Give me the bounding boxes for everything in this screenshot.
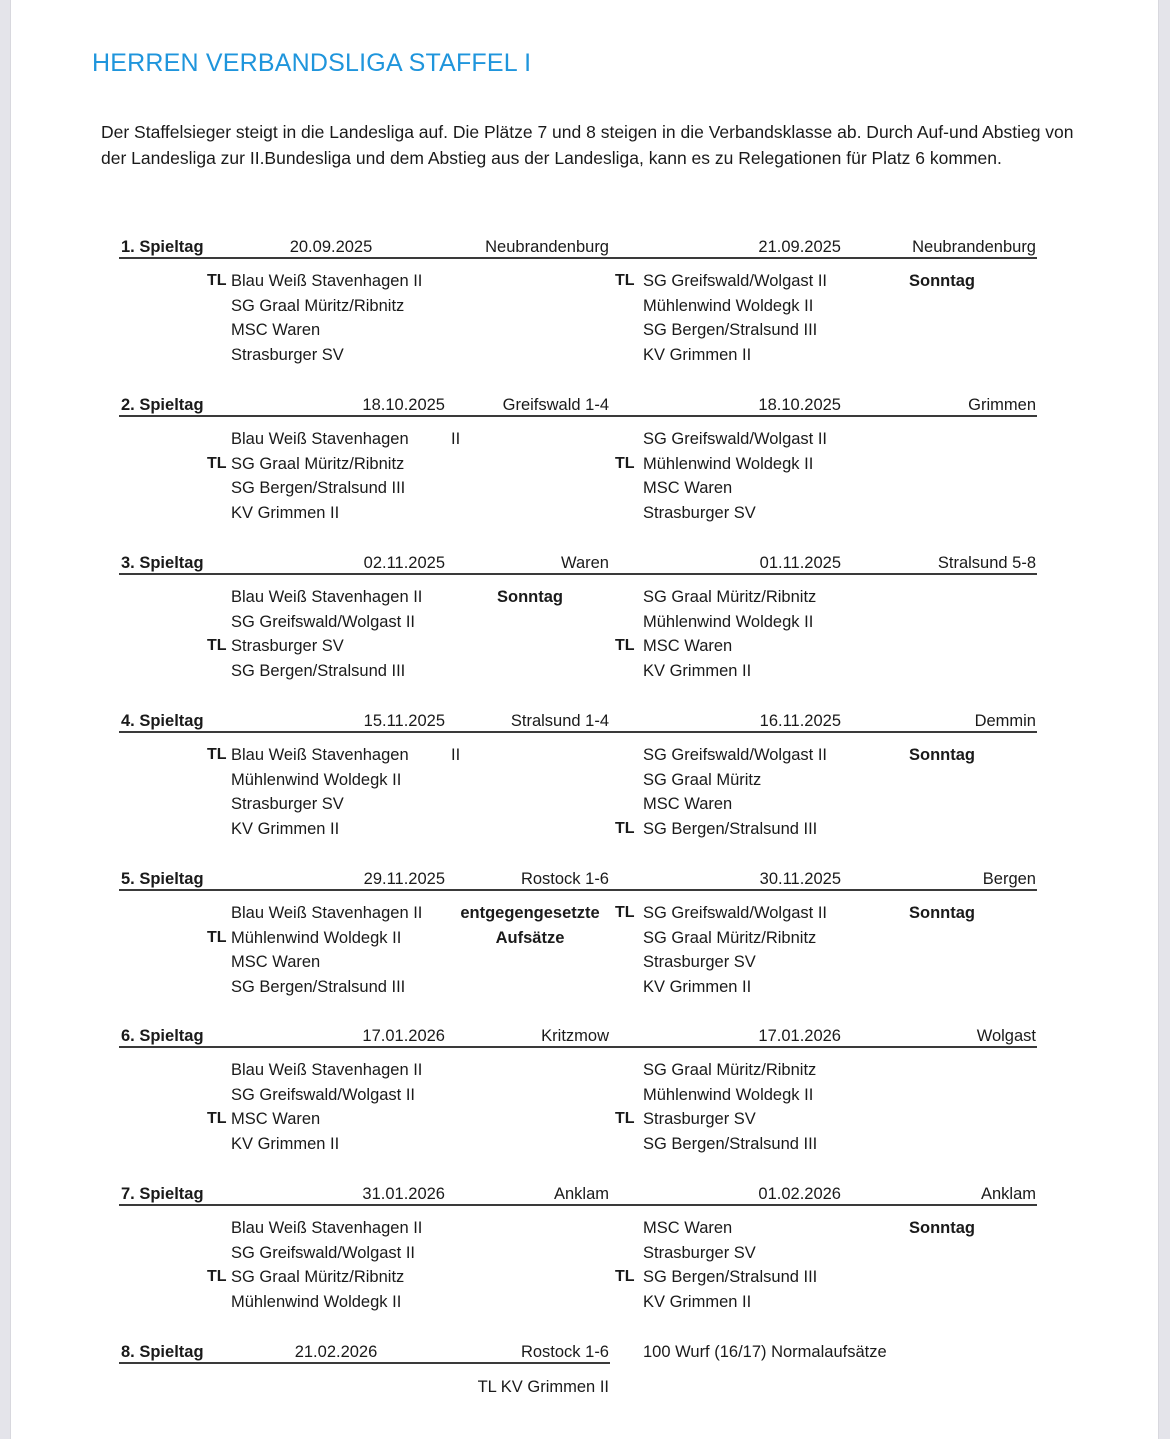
- matchday-date: 21.02.2026: [294, 1343, 378, 1361]
- matchday-label: 4. Spieltag: [121, 712, 204, 730]
- left-team: SG Greifswald/Wolgast II: [231, 1085, 416, 1104]
- right-team: SG Graal Müritz/Ribnitz: [643, 1061, 817, 1079]
- right-team: SG Greifswald/Wolgast II: [643, 430, 828, 448]
- page-title: HERREN VERBANDSLIGA STAFFEL I: [92, 49, 532, 77]
- tl-marker: TL: [207, 928, 227, 946]
- team-suffix: II: [451, 430, 461, 448]
- tl-marker: TL: [615, 1268, 635, 1286]
- note-sonntag: Sonntag: [909, 904, 975, 922]
- right-venue: Demmin: [974, 712, 1036, 730]
- note-sonntag: Sonntag: [909, 1219, 975, 1237]
- matchday-label: 3. Spieltag: [121, 554, 204, 572]
- header-rule: [119, 257, 1037, 259]
- matchday-info: 100 Wurf (16/17) Normalaufsätze: [643, 1343, 887, 1361]
- team-suffix: II: [451, 746, 461, 764]
- left-team: KV Grimmen II: [231, 820, 340, 839]
- left-team: Blau Weiß Stavenhagen II: [231, 272, 423, 290]
- header-rule: [119, 573, 1037, 575]
- right-team: SG Greifswald/Wolgast II: [643, 904, 828, 922]
- right-team: SG Bergen/Stralsund III: [643, 1268, 818, 1287]
- left-date: 29.11.2025: [363, 870, 445, 888]
- right-team: Strasburger SV: [643, 1243, 756, 1262]
- right-team: SG Greifswald/Wolgast II: [643, 272, 828, 290]
- right-team: MSC Waren: [643, 1219, 733, 1237]
- right-date: 30.11.2025: [759, 870, 841, 888]
- matchday-label: 1. Spieltag: [121, 238, 204, 256]
- left-venue: Rostock 1-6: [520, 870, 609, 888]
- left-date: 18.10.2025: [362, 396, 445, 414]
- right-venue: Bergen: [982, 870, 1036, 888]
- left-team: KV Grimmen II: [231, 504, 340, 523]
- tl-marker: TL: [207, 454, 227, 472]
- left-venue: Anklam: [553, 1185, 609, 1203]
- right-team: Mühlenwind Woldegk II: [643, 296, 814, 315]
- tl-marker: TL: [615, 454, 635, 472]
- header-rule: [119, 889, 1037, 891]
- right-team: MSC Waren: [643, 479, 733, 498]
- left-team: KV Grimmen II: [231, 1135, 340, 1154]
- tl-marker: TL: [207, 637, 227, 655]
- right-team: MSC Waren: [643, 637, 733, 656]
- left-venue: Stralsund 1-4: [510, 712, 609, 730]
- right-team: SG Bergen/Stralsund III: [643, 820, 818, 839]
- left-date: 20.09.2025: [289, 238, 373, 256]
- left-team: SG Greifswald/Wolgast II: [231, 612, 416, 631]
- left-team: Blau Weiß Stavenhagen: [231, 746, 409, 764]
- left-team: SG Graal Müritz/Ribnitz: [231, 296, 405, 315]
- right-team: Mühlenwind Woldegk II: [643, 454, 814, 473]
- right-venue: Anklam: [980, 1185, 1036, 1203]
- left-team: SG Bergen/Stralsund III: [231, 978, 406, 997]
- right-venue: Wolgast: [976, 1027, 1036, 1045]
- left-team: SG Bergen/Stralsund III: [231, 479, 406, 498]
- left-team: MSC Waren: [231, 321, 321, 340]
- left-team: Mühlenwind Woldegk II: [231, 928, 402, 947]
- matchday-venue: Rostock 1-6: [520, 1343, 609, 1361]
- left-team: Blau Weiß Stavenhagen II: [231, 904, 423, 922]
- tl-marker: TL: [615, 272, 635, 289]
- note-sonntag: Sonntag: [909, 746, 975, 764]
- left-team: Blau Weiß Stavenhagen II: [231, 588, 423, 606]
- right-team: KV Grimmen II: [643, 346, 752, 365]
- left-date: 17.01.2026: [362, 1027, 445, 1045]
- right-venue: Stralsund 5-8: [937, 554, 1036, 572]
- right-team: Strasburger SV: [643, 504, 756, 523]
- tl-marker: TL: [207, 1268, 227, 1286]
- right-venue: Neubrandenburg: [912, 238, 1036, 256]
- right-venue: Grimmen: [968, 396, 1036, 414]
- document-page: [10, 0, 1159, 1439]
- right-team: SG Greifswald/Wolgast II: [643, 746, 828, 764]
- left-date: 15.11.2025: [363, 712, 445, 730]
- left-venue: Neubrandenburg: [485, 238, 609, 256]
- right-team: SG Graal Müritz/Ribnitz: [643, 588, 817, 606]
- matchday-label: 8. Spieltag: [121, 1343, 204, 1361]
- matchday-label: 5. Spieltag: [121, 870, 204, 888]
- right-team: KV Grimmen II: [643, 978, 752, 997]
- left-venue: Greifswald 1-4: [502, 396, 609, 414]
- left-team: Blau Weiß Stavenhagen II: [231, 1219, 423, 1237]
- right-team: Mühlenwind Woldegk II: [643, 612, 814, 631]
- right-team: Strasburger SV: [643, 1110, 756, 1129]
- right-team: Mühlenwind Woldegk II: [643, 1085, 814, 1104]
- note-line-1: entgegengesetzte: [460, 904, 600, 922]
- tl-marker: TL: [207, 1110, 227, 1128]
- left-team: Blau Weiß Stavenhagen: [231, 430, 409, 448]
- left-team: Mühlenwind Woldegk II: [231, 770, 402, 789]
- matchday-label: 2. Spieltag: [121, 396, 204, 414]
- right-team: SG Graal Müritz: [643, 770, 762, 789]
- tl-marker: TL: [615, 820, 635, 838]
- left-team: Strasburger SV: [231, 637, 344, 656]
- left-team: Strasburger SV: [231, 795, 344, 814]
- right-team: SG Bergen/Stralsund III: [643, 1135, 818, 1154]
- left-team: Strasburger SV: [231, 346, 344, 365]
- right-date: 17.01.2026: [758, 1027, 841, 1045]
- left-team: SG Graal Müritz/Ribnitz: [231, 454, 405, 473]
- left-venue: Kritzmow: [541, 1027, 609, 1045]
- right-date: 18.10.2025: [758, 396, 841, 414]
- right-team: KV Grimmen II: [643, 662, 752, 681]
- tl-marker: TL: [615, 637, 635, 655]
- right-date: 01.02.2026: [758, 1185, 841, 1203]
- right-team: Strasburger SV: [643, 953, 756, 972]
- tl-marker: TL: [615, 1110, 635, 1128]
- right-team: SG Bergen/Stralsund III: [643, 321, 818, 340]
- tl-team: TL KV Grimmen II: [477, 1378, 609, 1396]
- left-team: Blau Weiß Stavenhagen II: [231, 1061, 423, 1079]
- header-rule: [119, 731, 1037, 733]
- left-team: Mühlenwind Woldegk II: [231, 1293, 402, 1312]
- note-sonntag: Sonntag: [497, 588, 563, 606]
- left-date: 02.11.2025: [363, 554, 445, 572]
- left-team: SG Greifswald/Wolgast II: [231, 1243, 416, 1262]
- tl-marker: TL: [207, 746, 227, 763]
- header-rule: [119, 1362, 610, 1364]
- right-date: 01.11.2025: [759, 554, 841, 572]
- header-rule: [119, 1046, 1037, 1048]
- matchday-label: 7. Spieltag: [121, 1185, 204, 1203]
- right-date: 16.11.2025: [759, 712, 841, 730]
- header-rule: [119, 1204, 1037, 1206]
- left-date: 31.01.2026: [362, 1185, 445, 1203]
- left-team: SG Bergen/Stralsund III: [231, 662, 406, 681]
- right-team: SG Graal Müritz/Ribnitz: [643, 928, 817, 947]
- note-sonntag: Sonntag: [909, 272, 975, 290]
- left-team: MSC Waren: [231, 953, 321, 972]
- tl-marker: TL: [615, 904, 635, 921]
- left-venue: Waren: [561, 554, 609, 572]
- note-line-2: Aufsätze: [495, 928, 565, 947]
- tl-marker: TL: [207, 272, 227, 289]
- right-team: KV Grimmen II: [643, 1293, 752, 1312]
- intro-paragraph: Der Staffelsieger steigt in die Landesliga auf. Die Plätze 7 und 8 steigen in die Verbandsklasse ab. Durch Auf-und Abstieg von der Landesliga zur II.Bundesliga und dem Abstieg aus der Landesliga, kann es zu Relegationen für Platz 6 kommen.: [101, 122, 1074, 168]
- header-rule: [119, 415, 1037, 417]
- right-date: 21.09.2025: [758, 238, 841, 256]
- right-team: MSC Waren: [643, 795, 733, 814]
- matchday-label: 6. Spieltag: [121, 1027, 204, 1045]
- left-team: SG Graal Müritz/Ribnitz: [231, 1268, 405, 1287]
- left-team: MSC Waren: [231, 1110, 321, 1129]
